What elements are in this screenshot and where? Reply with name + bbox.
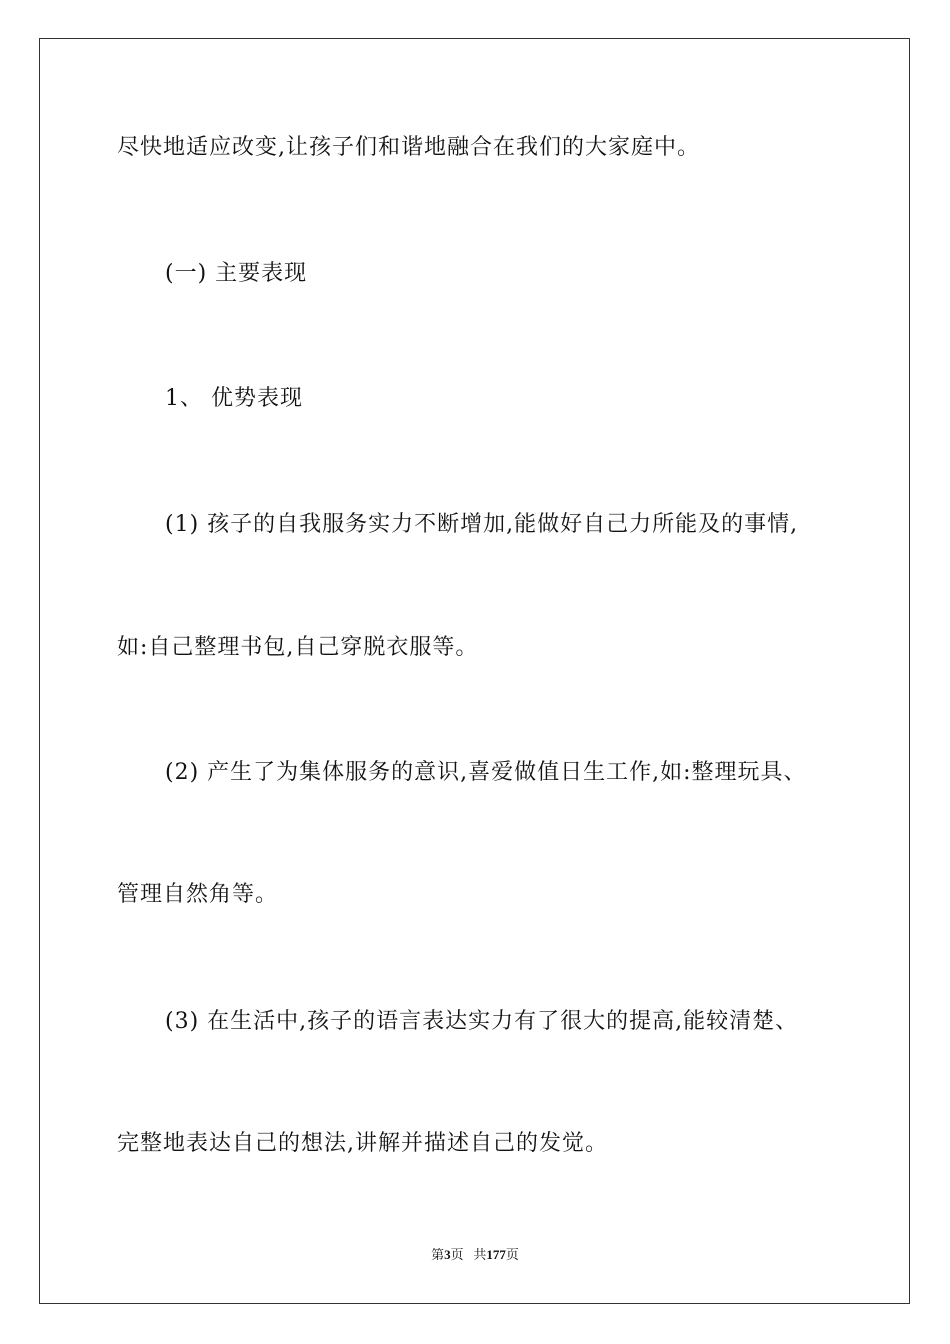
subsection-heading: 1、 优势表现 bbox=[165, 386, 303, 411]
section-heading: (一) 主要表现 bbox=[165, 261, 308, 286]
page-border bbox=[39, 38, 910, 1304]
page-suffix: 页 bbox=[450, 1247, 464, 1262]
paragraph-line: 完整地表达自己的想法,讲解并描述自己的发觉。 bbox=[117, 1131, 608, 1156]
page-footer bbox=[0, 1246, 950, 1264]
paragraph-line: (3) 在生活中,孩子的语言表达实力有了很大的提高,能较清楚、 bbox=[165, 1009, 799, 1034]
total-prefix: 共 bbox=[473, 1247, 487, 1262]
paragraph-line: 管理自然角等。 bbox=[117, 882, 279, 907]
paragraph-line: (1) 孩子的自我服务实力不断增加,能做好自己力所能及的事情, bbox=[165, 512, 799, 537]
page-number: 3 bbox=[444, 1247, 451, 1262]
page-prefix: 第 bbox=[431, 1247, 445, 1262]
paragraph-line: 尽快地适应改变,让孩子们和谐地融合在我们的大家庭中。 bbox=[117, 135, 700, 160]
paragraph-line: (2) 产生了为集体服务的意识,喜爱做值日生工作,如:整理玩具、 bbox=[165, 760, 807, 785]
total-pages: 177 bbox=[486, 1247, 506, 1262]
paragraph-line: 如:自己整理书包,自己穿脱衣服等。 bbox=[117, 635, 479, 660]
total-suffix: 页 bbox=[505, 1247, 519, 1262]
